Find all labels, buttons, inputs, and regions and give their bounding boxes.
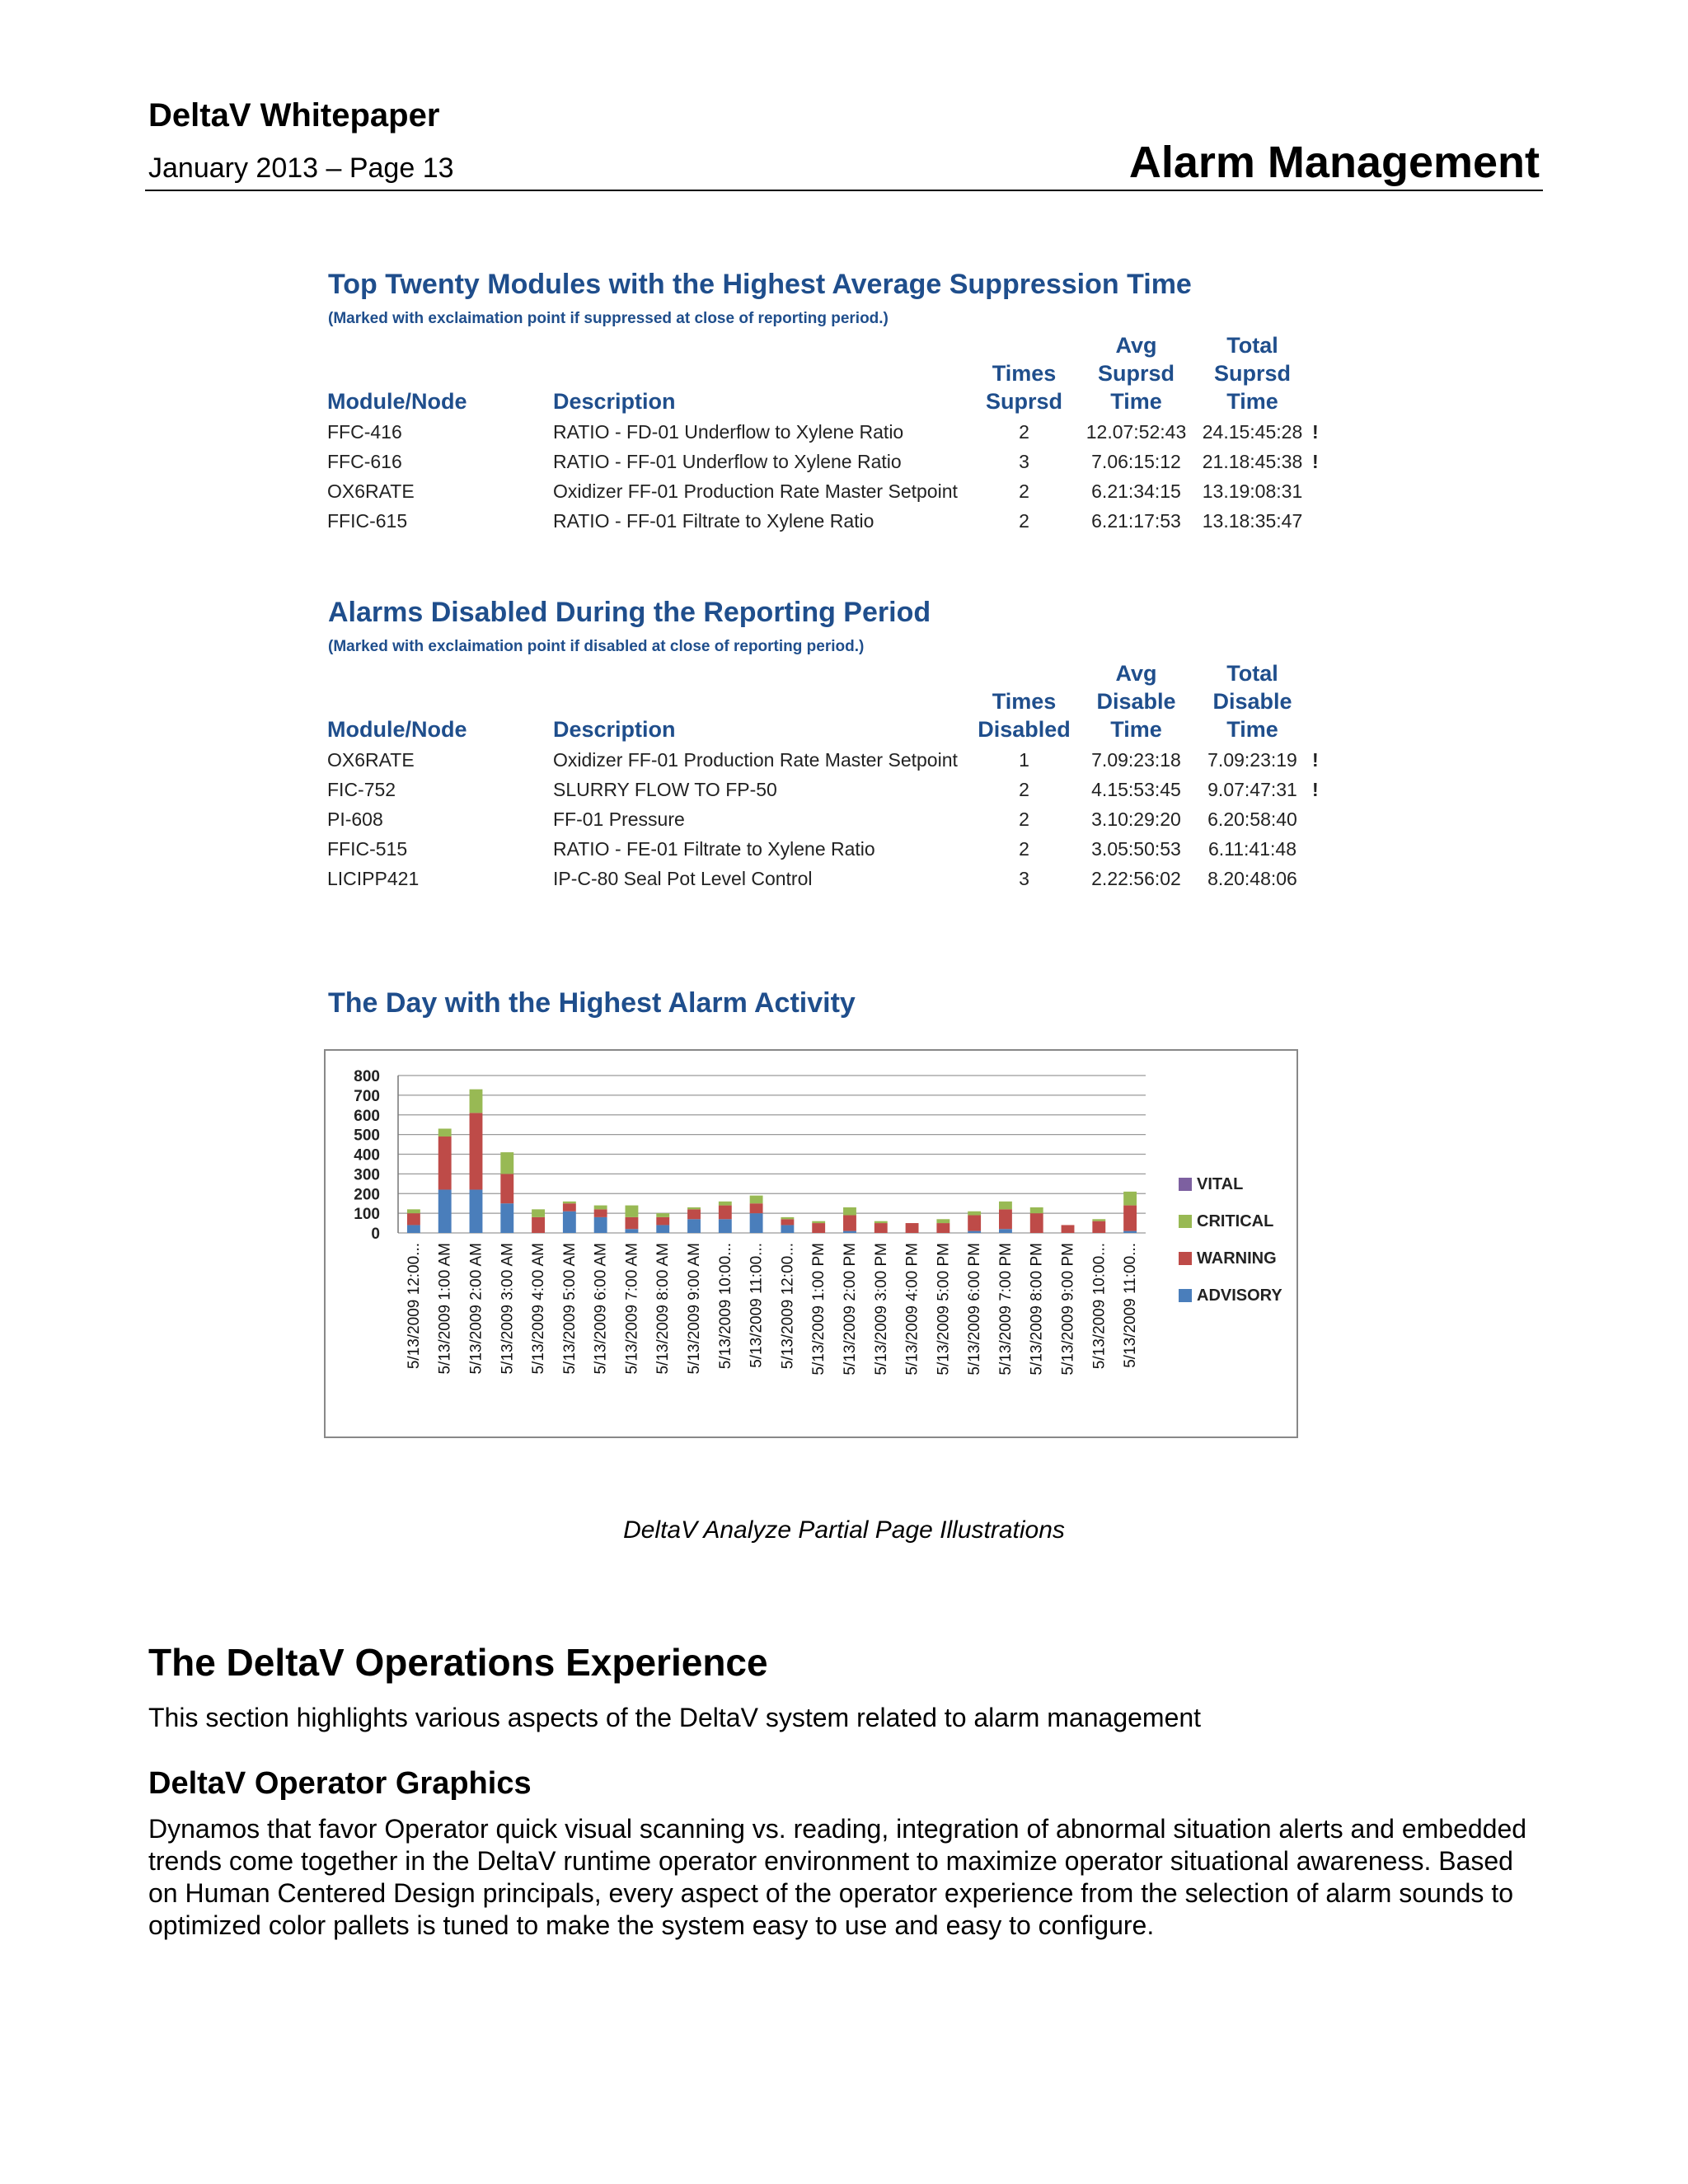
cell-mark: [1311, 476, 1335, 506]
bar-advisory: [407, 1225, 420, 1233]
bar-warning: [1123, 1206, 1137, 1231]
x-tick-label: 5/13/2009 7:00 PM: [996, 1243, 1015, 1376]
legend-swatch: [1179, 1215, 1192, 1228]
bar-warning: [1030, 1213, 1043, 1233]
cell-description: Oxidizer FF-01 Production Rate Master Setpoint: [553, 480, 958, 502]
col-module: Module/Node: [327, 717, 467, 742]
bar-critical: [656, 1213, 669, 1217]
col-description: Description: [553, 389, 676, 414]
cell-mark: [1311, 834, 1335, 864]
disabled-title: Alarms Disabled During the Reporting Period: [328, 597, 931, 628]
cell-avg: 7.09:23:18: [1091, 748, 1181, 771]
table-row: [326, 745, 1335, 775]
disabled-note: (Marked with exclaimation point if disabled at close of reporting period.): [328, 638, 865, 655]
cell-total: 7.09:23:19: [1207, 748, 1297, 771]
cell-module: FFIC-615: [327, 509, 408, 532]
legend-swatch: [1179, 1252, 1192, 1265]
bar-warning: [781, 1219, 794, 1225]
table-row: [326, 447, 1335, 476]
x-tick-label: 5/13/2009 9:00 PM: [1059, 1243, 1077, 1376]
col-module: Module/Node: [327, 389, 467, 414]
doc-title: DeltaV Whitepaper: [148, 97, 440, 134]
bar-advisory: [687, 1219, 701, 1233]
bar-critical: [874, 1221, 888, 1223]
header-divider: [145, 190, 1543, 191]
cell-avg: 3.10:29:20: [1091, 808, 1181, 830]
figure-caption: DeltaV Analyze Partial Page Illustrations: [623, 1516, 1065, 1544]
cell-avg: 7.06:15:12: [1091, 450, 1181, 472]
subsection-paragraph: Dynamos that favor Operator quick visual scanning vs. reading, integration of abnormal situation alerts and embedded trends come together in the DeltaV runtime operator environment to maximize operator situational awareness. Based on Human Centered Design principals, every aspect of the operator experience from the selection of alarm sounds to optimized color pallets is tuned to make the system easy to use and easy to configure.: [148, 1814, 1527, 1940]
bar-warning: [594, 1209, 607, 1217]
cell-total: 21.18:45:38: [1202, 450, 1303, 472]
bar-critical: [843, 1207, 856, 1216]
x-tick-label: 5/13/2009 7:00 AM: [623, 1243, 641, 1375]
x-tick-label: 5/13/2009 2:00 PM: [841, 1243, 859, 1376]
x-tick-label: 5/13/2009 4:00 PM: [903, 1243, 921, 1376]
col-total: Total Disable Time: [1212, 661, 1292, 742]
bar-critical: [500, 1152, 513, 1174]
y-tick-label: 100: [354, 1206, 380, 1224]
col-mark: [1311, 331, 1335, 417]
bar-critical: [781, 1217, 794, 1219]
bar-critical: [1092, 1219, 1105, 1221]
y-tick-label: 200: [354, 1186, 380, 1204]
bar-advisory: [594, 1217, 607, 1233]
table-row: [326, 864, 1335, 893]
col-times: Times Suprsd: [985, 361, 1062, 414]
bar-warning: [656, 1217, 669, 1226]
bar-advisory: [626, 1229, 639, 1233]
cell-total: 13.19:08:31: [1202, 480, 1303, 502]
cell-module: FFIC-515: [327, 837, 408, 860]
cell-module: FFC-616: [327, 450, 402, 472]
bar-critical: [532, 1209, 545, 1217]
bar-warning: [563, 1203, 576, 1212]
cell-times: 2: [1019, 808, 1029, 830]
cell-times: 1: [1019, 748, 1029, 771]
bar-warning: [470, 1113, 483, 1189]
cell-mark: !: [1312, 420, 1319, 443]
bar-advisory: [999, 1229, 1012, 1233]
col-mark: [1311, 659, 1335, 745]
col-total: Total Suprsd Time: [1213, 333, 1291, 414]
cell-total: 8.20:48:06: [1207, 867, 1297, 889]
cell-module: PI-608: [327, 808, 383, 830]
legend-swatch: [1179, 1178, 1192, 1191]
suppression-table: [326, 331, 1335, 536]
cell-description: RATIO - FE-01 Filtrate to Xylene Ratio: [553, 837, 875, 860]
x-tick-label: 5/13/2009 6:00 PM: [966, 1243, 984, 1376]
bar-critical: [999, 1202, 1012, 1210]
y-tick-label: 800: [354, 1068, 380, 1085]
bar-warning: [407, 1213, 420, 1225]
y-tick-label: 0: [371, 1226, 380, 1243]
bar-advisory: [719, 1219, 732, 1233]
x-tick-label: 5/13/2009 11:00...: [1122, 1243, 1140, 1368]
section-heading: The DeltaV Operations Experience: [148, 1641, 768, 1684]
x-tick-label: 5/13/2009 6:00 AM: [592, 1243, 610, 1375]
cell-total: 9.07:47:31: [1207, 778, 1297, 800]
cell-description: Oxidizer FF-01 Production Rate Master Setpoint: [553, 748, 958, 771]
legend-label: CRITICAL: [1197, 1212, 1274, 1230]
bar-advisory: [750, 1213, 763, 1233]
x-tick-label: 5/13/2009 3:00 PM: [872, 1243, 890, 1376]
bar-warning: [500, 1174, 513, 1203]
bar-critical: [407, 1209, 420, 1213]
x-tick-label: 5/13/2009 1:00 PM: [810, 1243, 828, 1376]
y-tick-label: 600: [354, 1107, 380, 1125]
bar-advisory: [968, 1231, 981, 1233]
bar-critical: [563, 1202, 576, 1203]
cell-avg: 4.15:53:45: [1091, 778, 1181, 800]
bar-warning: [1062, 1225, 1075, 1233]
bar-critical: [968, 1212, 981, 1216]
x-tick-label: 5/13/2009 2:00 AM: [467, 1243, 485, 1375]
legend-label: ADVISORY: [1197, 1286, 1282, 1305]
cell-total: 6.20:58:40: [1207, 808, 1297, 830]
bar-warning: [968, 1216, 981, 1231]
bar-advisory: [470, 1189, 483, 1233]
bar-advisory: [438, 1189, 452, 1233]
x-tick-label: 5/13/2009 4:00 AM: [530, 1243, 548, 1375]
cell-avg: 12.07:52:43: [1085, 420, 1187, 443]
legend-label: VITAL: [1197, 1175, 1244, 1193]
y-tick-label: 500: [354, 1127, 380, 1145]
section-intro: This section highlights various aspects of the DeltaV system related to alarm management: [148, 1703, 1202, 1732]
x-tick-label: 5/13/2009 11:00...: [748, 1243, 766, 1368]
y-tick-label: 300: [354, 1166, 380, 1184]
x-tick-label: 5/13/2009 8:00 PM: [1028, 1243, 1046, 1376]
bar-critical: [594, 1206, 607, 1210]
table-row: [326, 506, 1335, 536]
table-row: [326, 476, 1335, 506]
cell-times: 2: [1019, 509, 1029, 532]
cell-module: FFC-416: [327, 420, 402, 443]
x-tick-label: 5/13/2009 12:00...: [779, 1243, 797, 1370]
bar-warning: [843, 1216, 856, 1231]
bar-critical: [687, 1207, 701, 1209]
legend-label: WARNING: [1197, 1249, 1277, 1268]
bar-critical: [626, 1206, 639, 1217]
cell-times: 2: [1019, 837, 1029, 860]
doc-section-title: Alarm Management: [1128, 138, 1540, 187]
legend-swatch: [1179, 1289, 1192, 1302]
bar-critical: [750, 1196, 763, 1204]
cell-avg: 6.21:34:15: [1091, 480, 1181, 502]
cell-times: 3: [1019, 450, 1029, 472]
x-tick-label: 5/13/2009 10:00...: [716, 1243, 734, 1370]
x-tick-label: 5/13/2009 10:00...: [1090, 1243, 1109, 1370]
cell-description: RATIO - FF-01 Filtrate to Xylene Ratio: [553, 509, 874, 532]
cell-module: OX6RATE: [327, 748, 415, 771]
doc-date-page: January 2013 – Page 13: [148, 152, 454, 184]
cell-mark: [1311, 506, 1335, 536]
col-description: Description: [553, 717, 676, 742]
bar-warning: [687, 1209, 701, 1219]
cell-description: IP-C-80 Seal Pot Level Control: [553, 867, 813, 889]
cell-description: RATIO - FD-01 Underflow to Xylene Ratio: [553, 420, 904, 443]
x-tick-label: 5/13/2009 5:00 PM: [935, 1243, 953, 1376]
bar-critical: [936, 1219, 950, 1223]
bar-advisory: [563, 1212, 576, 1233]
bar-advisory: [781, 1225, 794, 1233]
col-avg: Avg Suprsd Time: [1097, 333, 1175, 414]
bar-warning: [438, 1137, 452, 1189]
col-avg: Avg Disable Time: [1096, 661, 1176, 742]
cell-times: 2: [1019, 420, 1029, 443]
cell-total: 6.11:41:48: [1207, 837, 1296, 860]
suppression-title: Top Twenty Modules with the Highest Average Suppression Time: [328, 269, 1192, 300]
table-row: [326, 804, 1335, 834]
bar-warning: [812, 1223, 825, 1233]
chart-canvas: [326, 1051, 1296, 1436]
table-header-row: [326, 659, 1335, 745]
cell-description: FF-01 Pressure: [553, 808, 685, 830]
x-tick-label: 5/13/2009 12:00...: [405, 1243, 423, 1370]
bar-critical: [1123, 1192, 1137, 1206]
bar-critical: [1030, 1207, 1043, 1213]
cell-total: 24.15:45:28: [1202, 420, 1303, 443]
disabled-table: [326, 659, 1335, 893]
cell-avg: 6.21:17:53: [1091, 509, 1181, 532]
bar-critical: [438, 1128, 452, 1137]
bar-warning: [719, 1206, 732, 1220]
cell-avg: 2.22:56:02: [1091, 867, 1181, 889]
cell-times: 2: [1019, 778, 1029, 800]
bar-warning: [874, 1223, 888, 1233]
cell-times: 2: [1019, 480, 1029, 502]
bar-warning: [626, 1217, 639, 1229]
cell-mark: [1311, 864, 1335, 893]
cell-description: SLURRY FLOW TO FP-50: [553, 778, 777, 800]
bar-advisory: [843, 1231, 856, 1233]
x-tick-label: 5/13/2009 1:00 AM: [436, 1243, 454, 1375]
bar-advisory: [500, 1203, 513, 1233]
table-row: [326, 834, 1335, 864]
cell-module: LICIPP421: [327, 867, 420, 889]
bar-advisory: [1123, 1231, 1137, 1233]
cell-mark: !: [1312, 778, 1319, 800]
x-tick-label: 5/13/2009 5:00 AM: [560, 1243, 579, 1375]
cell-mark: !: [1312, 450, 1319, 472]
cell-description: RATIO - FF-01 Underflow to Xylene Ratio: [553, 450, 902, 472]
x-tick-label: 5/13/2009 3:00 AM: [499, 1243, 517, 1375]
bar-critical: [719, 1202, 732, 1206]
bar-critical: [812, 1221, 825, 1223]
cell-module: OX6RATE: [327, 480, 415, 502]
cell-times: 3: [1019, 867, 1029, 889]
bar-warning: [999, 1209, 1012, 1229]
y-tick-label: 400: [354, 1146, 380, 1165]
bar-warning: [1092, 1221, 1105, 1233]
bar-warning: [750, 1203, 763, 1213]
suppression-note: (Marked with exclaimation point if suppressed at close of reporting period.): [328, 310, 889, 327]
subsection-heading: DeltaV Operator Graphics: [148, 1766, 532, 1801]
bar-warning: [936, 1223, 950, 1233]
table-row: [326, 417, 1335, 447]
bar-warning: [906, 1223, 919, 1233]
table-row: [326, 775, 1335, 804]
x-tick-label: 5/13/2009 8:00 AM: [654, 1243, 673, 1375]
cell-module: FIC-752: [327, 778, 396, 800]
activity-title: The Day with the Highest Alarm Activity: [328, 987, 856, 1019]
bar-advisory: [656, 1225, 669, 1233]
cell-mark: [1311, 804, 1335, 834]
bar-warning: [532, 1217, 545, 1233]
col-times: Times Disabled: [978, 689, 1071, 742]
y-tick-label: 700: [354, 1087, 380, 1105]
x-tick-label: 5/13/2009 9:00 AM: [686, 1243, 704, 1375]
table-header-row: [326, 331, 1335, 417]
alarm-activity-chart: [324, 1049, 1298, 1438]
cell-mark: !: [1312, 748, 1319, 771]
cell-total: 13.18:35:47: [1202, 509, 1303, 532]
cell-avg: 3.05:50:53: [1091, 837, 1181, 860]
bar-critical: [470, 1090, 483, 1113]
